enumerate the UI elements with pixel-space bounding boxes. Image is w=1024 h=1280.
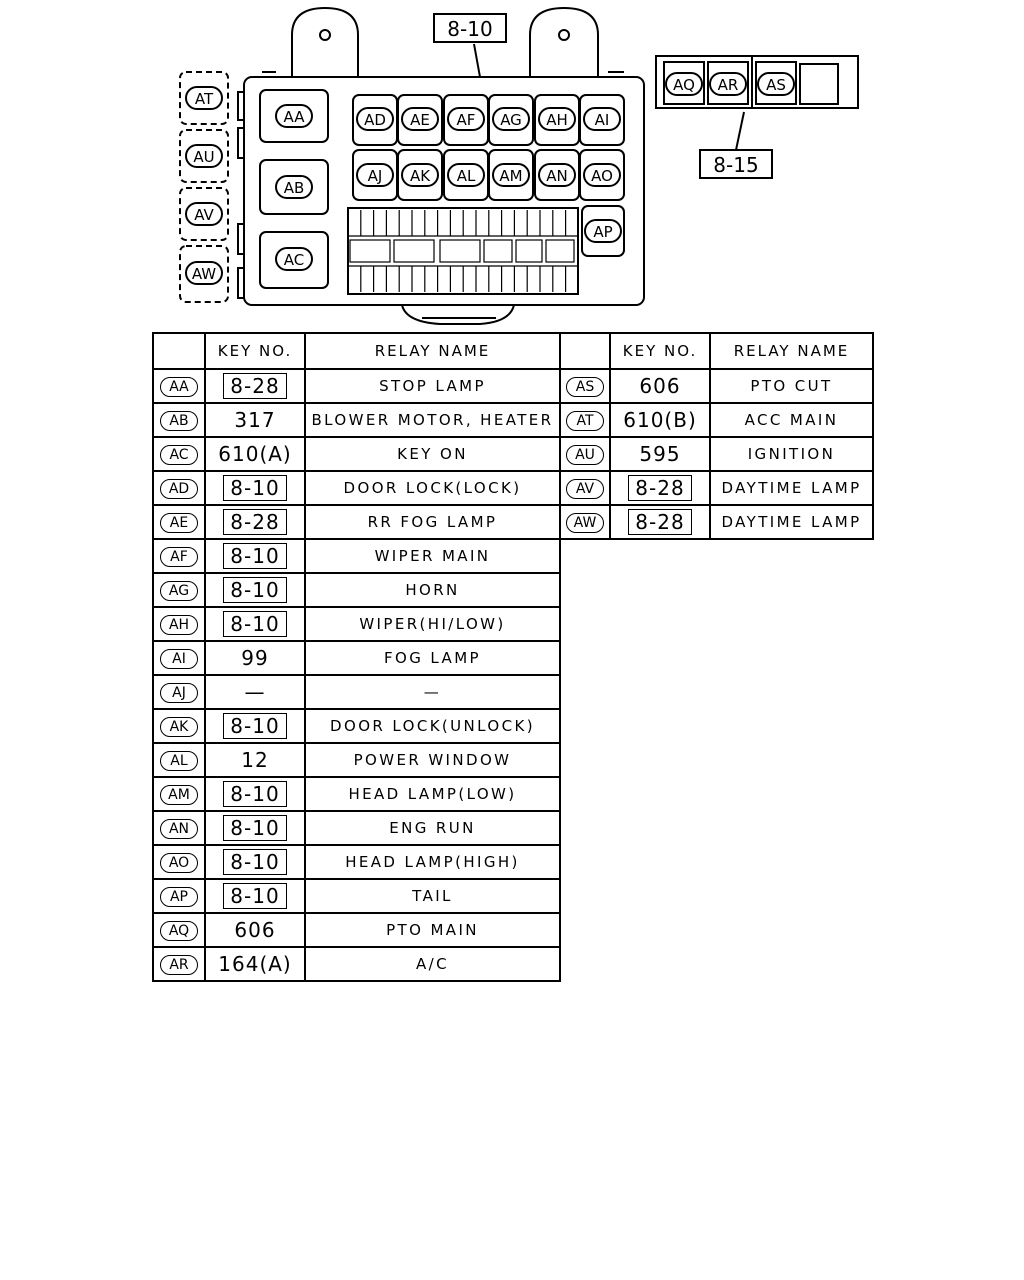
- relay-id-cell: [153, 641, 205, 675]
- key-no-cell: [205, 573, 305, 607]
- relay-name: HEAD LAMP(HIGH): [305, 845, 560, 879]
- relay-id-cell: [153, 743, 205, 777]
- relay-name: DAYTIME LAMP: [710, 471, 873, 505]
- key-no-cell: [205, 539, 305, 573]
- relay-id-cell: [153, 471, 205, 505]
- key-no-reference: 8-10: [223, 713, 286, 739]
- relay-id: AJ: [160, 683, 198, 703]
- table-row: [153, 709, 560, 743]
- relay-box-diagram: [0, 0, 1024, 330]
- relay-id: AH: [160, 615, 198, 635]
- relay-id: AU: [566, 445, 604, 465]
- svg-text:AK: AK: [409, 167, 431, 185]
- relay-id: AK: [160, 717, 198, 737]
- key-no-cell: [205, 369, 305, 403]
- relay-id: AN: [160, 819, 198, 839]
- relay-label-aa: [276, 105, 312, 127]
- relay-id: AP: [160, 887, 198, 907]
- relay-label-au: [186, 145, 222, 167]
- relay-id-cell: [153, 369, 205, 403]
- key-no-cell: [205, 947, 305, 981]
- relay-id-cell: [153, 709, 205, 743]
- mount-tab-right: [530, 8, 598, 78]
- svg-text:AI: AI: [594, 111, 610, 129]
- table-row: [153, 607, 560, 641]
- key-no-reference: 8-28: [628, 509, 691, 535]
- key-no: 606: [234, 918, 276, 942]
- key-no: 99: [241, 646, 269, 670]
- table-row: [153, 947, 560, 981]
- svg-text:AE: AE: [410, 111, 430, 129]
- relay-id-cell: [153, 607, 205, 641]
- table-row: [153, 879, 560, 913]
- relay-id: AO: [160, 853, 198, 873]
- table-row: [560, 437, 873, 471]
- relay-name: BLOWER MOTOR, HEATER: [305, 403, 560, 437]
- relay-id: AI: [160, 649, 198, 669]
- svg-text:AW: AW: [191, 265, 217, 283]
- relay-label-ab: [276, 176, 312, 198]
- key-no-cell: [205, 403, 305, 437]
- svg-text:AD: AD: [364, 111, 386, 129]
- table-row: [560, 471, 873, 505]
- svg-text:AH: AH: [546, 111, 568, 129]
- relay-id: AR: [160, 955, 198, 975]
- key-no: 606: [639, 374, 681, 398]
- table-row: [153, 403, 560, 437]
- svg-text:AL: AL: [456, 167, 476, 185]
- relay-label-ad: [357, 108, 393, 130]
- relay-id: AS: [566, 377, 604, 397]
- relay-id-cell: [153, 539, 205, 573]
- relay-id: AA: [160, 377, 198, 397]
- top-ref-label: 8-10: [447, 17, 493, 41]
- svg-text:AF: AF: [456, 111, 476, 129]
- svg-text:AP: AP: [593, 223, 613, 241]
- relay-id: AW: [566, 513, 604, 533]
- table-row: [153, 573, 560, 607]
- relay-name: FOG LAMP: [305, 641, 560, 675]
- relay-id-cell: [153, 403, 205, 437]
- key-no-reference: 8-10: [223, 815, 286, 841]
- key-no: 317: [234, 408, 276, 432]
- svg-text:AG: AG: [500, 111, 522, 129]
- relay-id-cell: [560, 471, 610, 505]
- relay-label-as: [758, 73, 794, 95]
- relay-name: ENG RUN: [305, 811, 560, 845]
- svg-text:AU: AU: [193, 148, 215, 166]
- relay-id: AT: [566, 411, 604, 431]
- relay-id: AQ: [160, 921, 198, 941]
- svg-text:AS: AS: [766, 76, 786, 94]
- relay-id-cell: [153, 675, 205, 709]
- table-row: [560, 403, 873, 437]
- relay-label-ao: [584, 164, 620, 186]
- relay-id-cell: [153, 573, 205, 607]
- svg-text:AM: AM: [499, 167, 523, 185]
- relay-id-cell: [560, 437, 610, 471]
- relay-id-cell: [153, 947, 205, 981]
- bottom-bracket: [402, 305, 514, 324]
- relay-label-at: [186, 87, 222, 109]
- svg-text:AC: AC: [283, 251, 305, 269]
- relay-id-cell: [153, 913, 205, 947]
- key-no-cell: [610, 471, 710, 505]
- relay-label-ah: [539, 108, 575, 130]
- key-no-cell: [205, 777, 305, 811]
- relay-id: AG: [160, 581, 198, 601]
- svg-text:AO: AO: [591, 167, 613, 185]
- relay-label-aw: [186, 262, 222, 284]
- key-no-cell: [205, 471, 305, 505]
- relay-id: AC: [160, 445, 198, 465]
- key-no: 164(A): [218, 952, 292, 976]
- relay-label-aq: [666, 73, 702, 95]
- svg-text:AQ: AQ: [673, 76, 695, 94]
- key-no-reference: 8-10: [223, 883, 286, 909]
- header-key-no: KEY NO.: [205, 333, 305, 369]
- relay-label-ai: [584, 108, 620, 130]
- relay-id-cell: [153, 811, 205, 845]
- svg-text:AV: AV: [194, 206, 214, 224]
- table-row: [153, 471, 560, 505]
- relay-id-cell: [153, 845, 205, 879]
- relay-label-ag: [493, 108, 529, 130]
- header-key-no: KEY NO.: [610, 333, 710, 369]
- key-no-cell: [610, 403, 710, 437]
- relay-name: —: [305, 675, 560, 709]
- key-no-cell: [205, 437, 305, 471]
- relay-name: STOP LAMP: [305, 369, 560, 403]
- table-row: [153, 675, 560, 709]
- relay-id: AM: [160, 785, 198, 805]
- relay-id: AV: [566, 479, 604, 499]
- relay-name: WIPER(HI/LOW): [305, 607, 560, 641]
- relay-name: PTO CUT: [710, 369, 873, 403]
- table-row: [560, 505, 873, 539]
- relay-label-ap: [585, 220, 621, 242]
- relay-name: TAIL: [305, 879, 560, 913]
- key-no-cell: [610, 369, 710, 403]
- table-row: [153, 811, 560, 845]
- key-no-cell: [205, 675, 305, 709]
- mount-hole-left: [320, 30, 330, 40]
- key-no-cell: [205, 845, 305, 879]
- key-no-reference: 8-28: [628, 475, 691, 501]
- relay-name: A/C: [305, 947, 560, 981]
- header-id: [560, 333, 610, 369]
- key-no-reference: 8-10: [223, 781, 286, 807]
- table-row: [153, 505, 560, 539]
- key-no: 610(A): [218, 442, 292, 466]
- svg-text:AT: AT: [194, 90, 214, 108]
- header-id: [153, 333, 205, 369]
- table-row: [153, 437, 560, 471]
- relay-label-ae: [402, 108, 438, 130]
- key-no-cell: [205, 811, 305, 845]
- relay-name: ACC MAIN: [710, 403, 873, 437]
- relay-id: AD: [160, 479, 198, 499]
- relay-name: HEAD LAMP(LOW): [305, 777, 560, 811]
- key-no-reference: 8-28: [223, 509, 286, 535]
- relay-table-right: [559, 332, 874, 540]
- svg-text:AR: AR: [717, 76, 739, 94]
- relay-label-am: [493, 164, 529, 186]
- relay-label-an: [539, 164, 575, 186]
- table-row: [153, 539, 560, 573]
- svg-text:AB: AB: [283, 179, 305, 197]
- relay-label-ar: [710, 73, 746, 95]
- relay-id: AF: [160, 547, 198, 567]
- header-relay-name: RELAY NAME: [710, 333, 873, 369]
- table-row: [153, 743, 560, 777]
- relay-name: DAYTIME LAMP: [710, 505, 873, 539]
- key-no-cell: [610, 437, 710, 471]
- relay-label-ak: [402, 164, 438, 186]
- relay-id-cell: [153, 437, 205, 471]
- table-row: [153, 913, 560, 947]
- relay-id-cell: [153, 777, 205, 811]
- key-no-reference: 8-10: [223, 475, 286, 501]
- relay-name: KEY ON: [305, 437, 560, 471]
- table-row: [153, 845, 560, 879]
- relay-id: AB: [160, 411, 198, 431]
- key-no-cell: [205, 641, 305, 675]
- relay-id-cell: [153, 879, 205, 913]
- relay-name: DOOR LOCK(UNLOCK): [305, 709, 560, 743]
- relay-label-av: [186, 203, 222, 225]
- relay-name: RR FOG LAMP: [305, 505, 560, 539]
- header-relay-name: RELAY NAME: [305, 333, 560, 369]
- key-no-cell: [205, 879, 305, 913]
- relay-name: DOOR LOCK(LOCK): [305, 471, 560, 505]
- relay-name: IGNITION: [710, 437, 873, 471]
- svg-text:AN: AN: [546, 167, 568, 185]
- key-no-reference: 8-10: [223, 611, 286, 637]
- key-no: 610(B): [623, 408, 697, 432]
- table-row: [153, 641, 560, 675]
- relay-name: PTO MAIN: [305, 913, 560, 947]
- table-row: [560, 369, 873, 403]
- side-ref-label: 8-15: [713, 153, 759, 177]
- key-no-cell: [610, 505, 710, 539]
- key-no-cell: [205, 709, 305, 743]
- relay-id: AE: [160, 513, 198, 533]
- key-no-reference: 8-28: [223, 373, 286, 399]
- mount-hole-right: [559, 30, 569, 40]
- relay-label-al: [448, 164, 484, 186]
- key-no-reference: 8-10: [223, 849, 286, 875]
- key-no-cell: [205, 743, 305, 777]
- mount-tab-left: [292, 8, 358, 78]
- relay-id: AL: [160, 751, 198, 771]
- key-no: 12: [241, 748, 269, 772]
- relay-name: HORN: [305, 573, 560, 607]
- key-no-cell: [205, 607, 305, 641]
- relay-label-ac: [276, 248, 312, 270]
- relay-id-cell: [153, 505, 205, 539]
- key-no-reference: 8-10: [223, 543, 286, 569]
- key-no-cell: [205, 913, 305, 947]
- relay-label-af: [448, 108, 484, 130]
- table-row: [153, 369, 560, 403]
- relay-name: WIPER MAIN: [305, 539, 560, 573]
- relay-label-aj: [357, 164, 393, 186]
- key-no-cell: [205, 505, 305, 539]
- key-no: —: [244, 680, 266, 704]
- svg-text:AJ: AJ: [367, 167, 383, 185]
- key-no: 595: [639, 442, 681, 466]
- table-row: [153, 777, 560, 811]
- relay-id-cell: [560, 369, 610, 403]
- relay-id-cell: [560, 403, 610, 437]
- svg-text:AA: AA: [283, 108, 305, 126]
- key-no-reference: 8-10: [223, 577, 286, 603]
- relay-table-left: [152, 332, 561, 982]
- relay-id-cell: [560, 505, 610, 539]
- relay-name: POWER WINDOW: [305, 743, 560, 777]
